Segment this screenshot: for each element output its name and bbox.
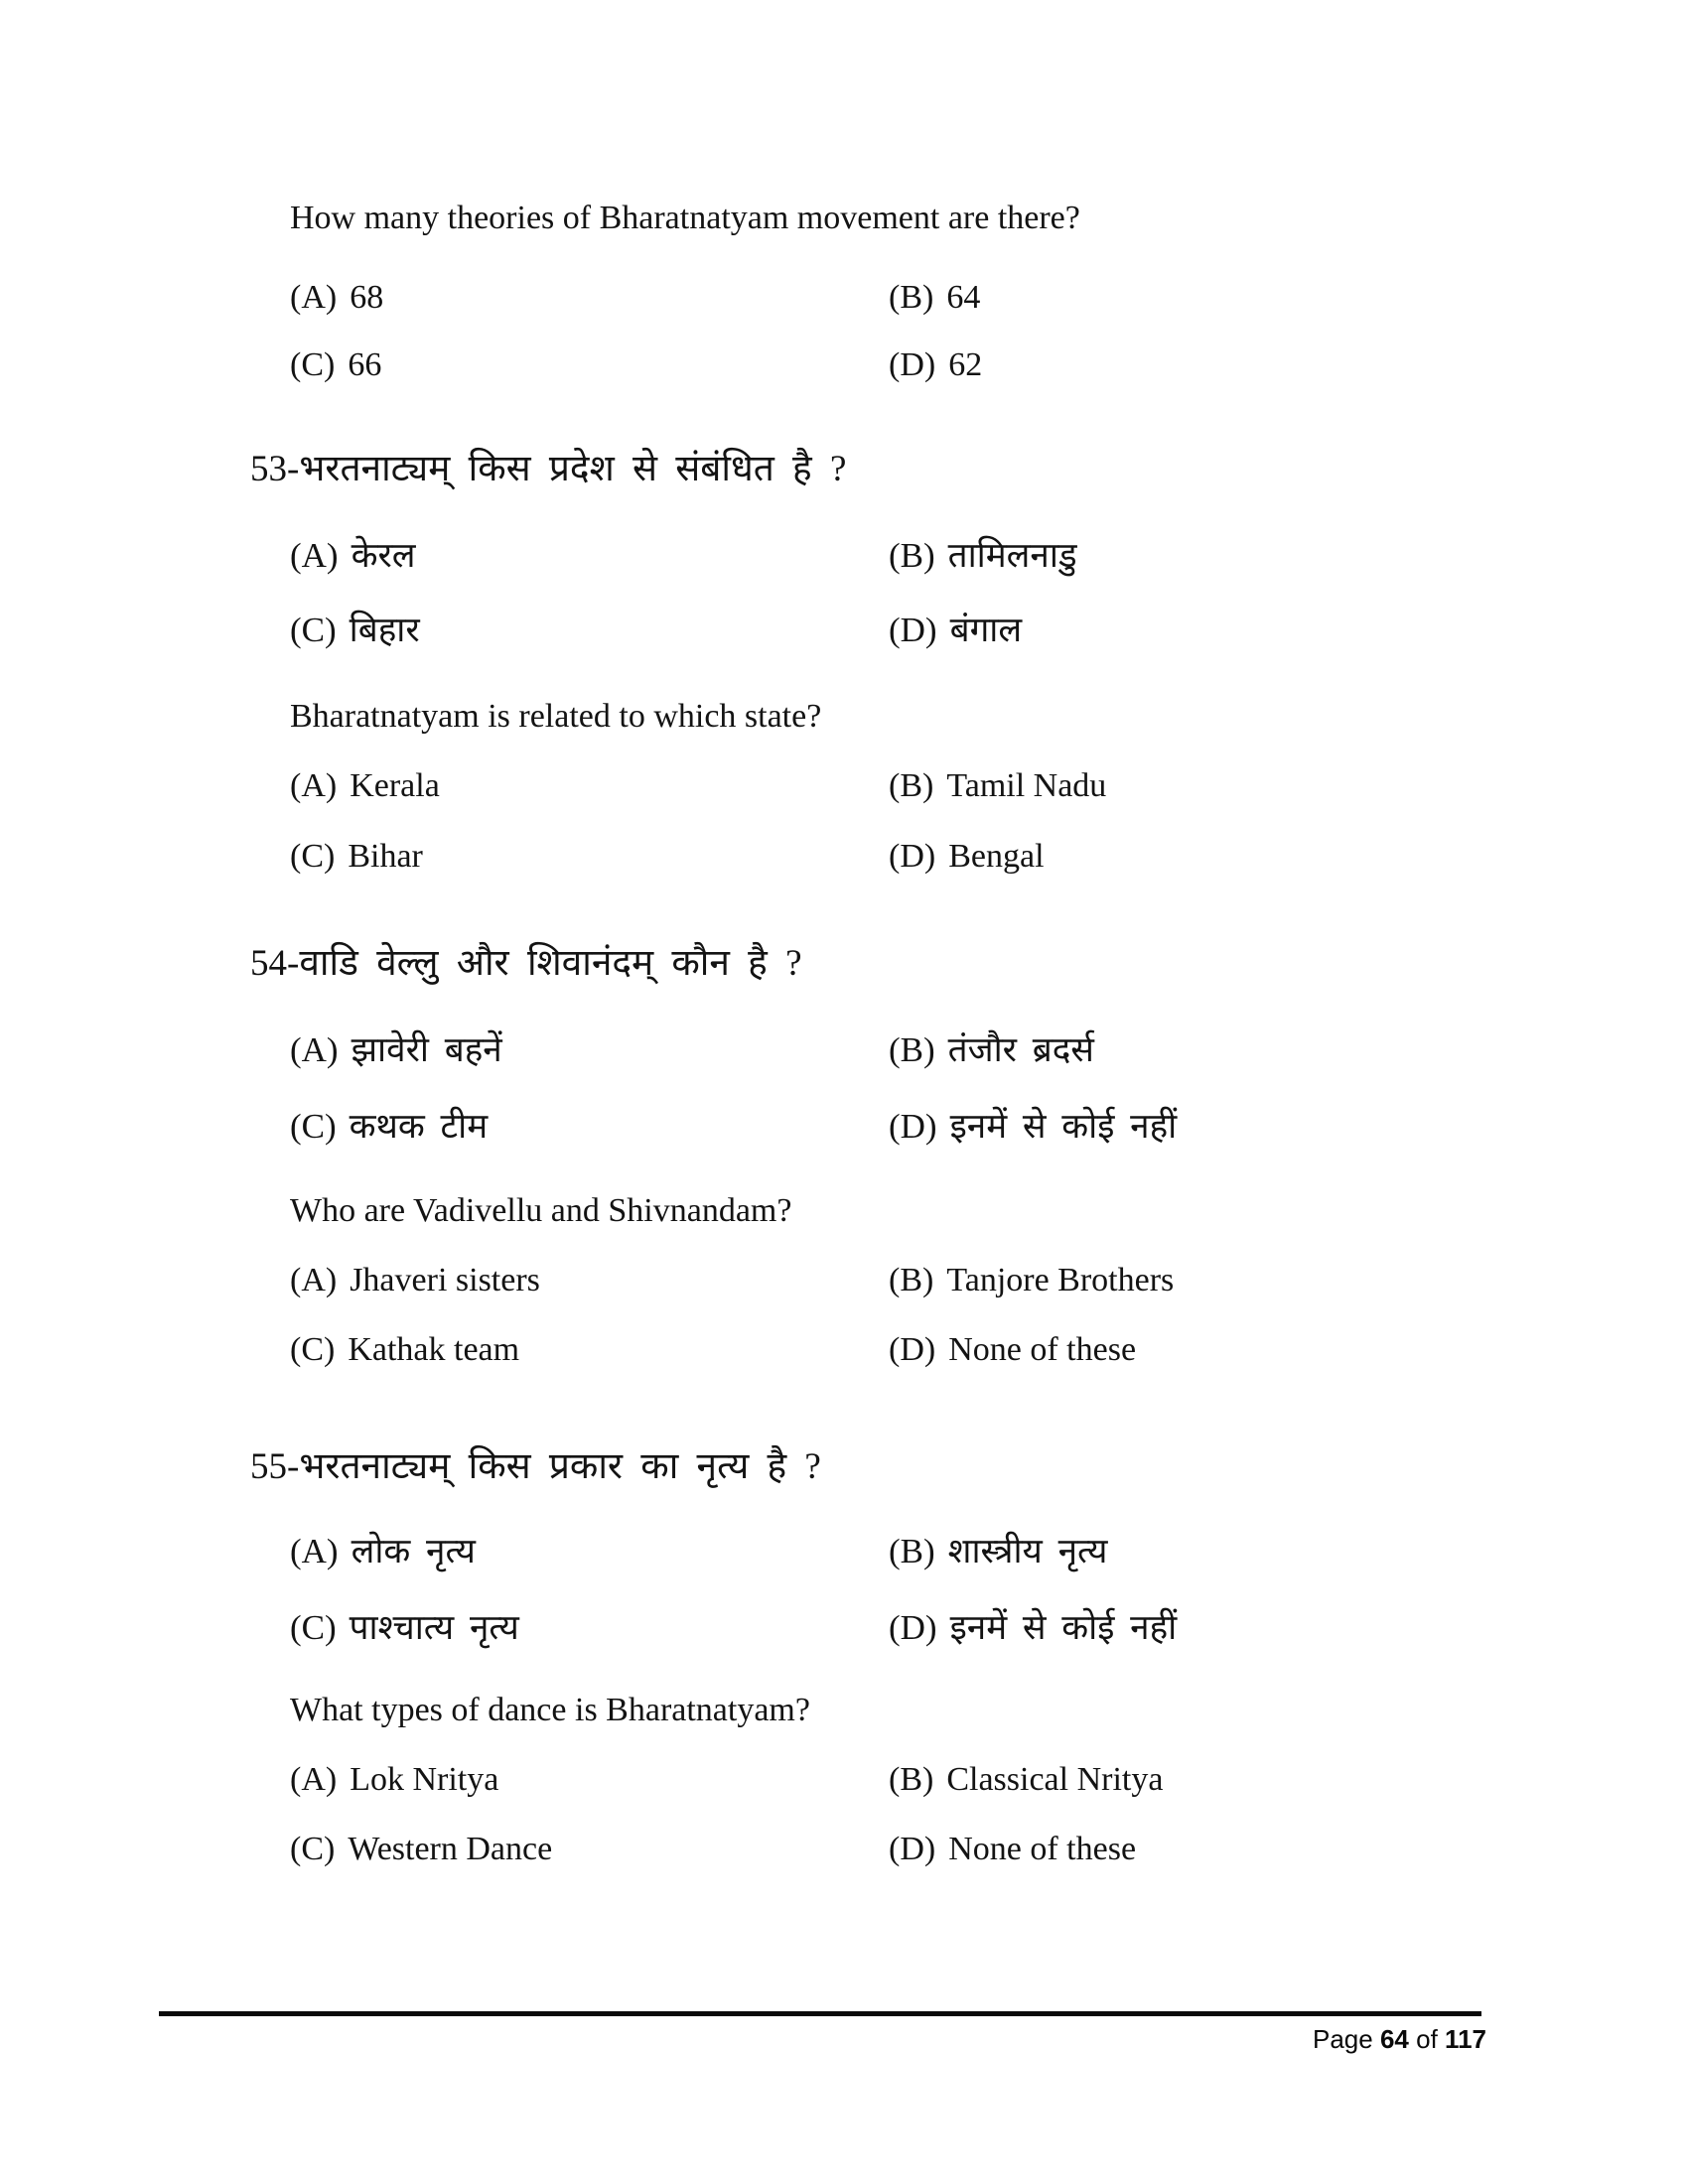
option-text: None of these xyxy=(948,1331,1137,1368)
option-key: (C) xyxy=(290,1107,337,1146)
option-d xyxy=(889,837,1045,876)
option-text: कथक टीम xyxy=(349,1107,489,1146)
option-b xyxy=(889,1030,1094,1070)
option-key: (C) xyxy=(290,1331,336,1368)
option-a xyxy=(290,766,440,805)
option-a xyxy=(290,1532,476,1571)
option-key: (A) xyxy=(290,1262,338,1298)
option-d xyxy=(889,611,1022,650)
option-text: Jhaveri sisters xyxy=(350,1262,540,1298)
option-text: इनमें से कोई नहीं xyxy=(949,1107,1178,1146)
option-text: शास्त्रीय नृत्य xyxy=(947,1532,1108,1570)
option-text: Classical Nritya xyxy=(946,1761,1164,1798)
option-key: (A) xyxy=(290,1761,338,1798)
option-key: (B) xyxy=(889,1532,935,1570)
option-key: (C) xyxy=(290,611,337,649)
option-text: केरल xyxy=(351,536,416,575)
option-b xyxy=(889,1261,1174,1299)
option-text: 66 xyxy=(348,346,382,383)
option-d xyxy=(889,345,982,384)
option-key: (D) xyxy=(889,1107,937,1146)
option-b xyxy=(889,536,1077,576)
option-key: (A) xyxy=(290,767,338,804)
option-text: 64 xyxy=(946,279,981,316)
option-text: Kerala xyxy=(350,767,440,804)
option-key: (D) xyxy=(889,1831,936,1867)
option-text: इनमें से कोई नहीं xyxy=(949,1608,1178,1647)
question-number: 54- xyxy=(250,943,300,984)
option-b xyxy=(889,1532,1107,1571)
footer-page-number: 64 xyxy=(1379,2024,1409,2054)
option-d xyxy=(889,1608,1177,1648)
option-text: बिहार xyxy=(349,611,420,649)
option-b xyxy=(889,766,1106,805)
question-54-english: Who are Vadivellu and Shivnandam? xyxy=(290,1192,792,1229)
option-text: बंगाल xyxy=(949,611,1023,649)
option-key: (C) xyxy=(290,1608,337,1647)
option-text: लोक नृत्य xyxy=(351,1532,476,1570)
question-55-hindi xyxy=(250,1446,821,1489)
footer-divider-rule xyxy=(159,2011,1481,2016)
option-text: तंजौर ब्रदर्स xyxy=(947,1030,1094,1069)
option-c xyxy=(290,1107,488,1147)
footer-page-label: Page xyxy=(1313,2024,1373,2054)
option-b xyxy=(889,1760,1163,1799)
question-53-english: Bharatnatyam is related to which state? xyxy=(290,698,822,735)
option-text: Kathak team xyxy=(348,1331,520,1368)
footer-of-label: of xyxy=(1416,2024,1438,2054)
question-55-english: What types of dance is Bharatnatyam? xyxy=(290,1692,810,1728)
option-key: (A) xyxy=(290,279,338,316)
option-key: (D) xyxy=(889,1331,936,1368)
option-text: Bengal xyxy=(948,838,1045,875)
option-key: (A) xyxy=(290,1030,339,1069)
option-a xyxy=(290,536,416,576)
option-key: (B) xyxy=(889,1030,935,1069)
option-c xyxy=(290,1608,519,1648)
option-text: Tamil Nadu xyxy=(946,767,1107,804)
option-text: Lok Nritya xyxy=(350,1761,499,1798)
option-c xyxy=(290,837,423,876)
footer-total-pages: 117 xyxy=(1445,2024,1486,2054)
option-key: (B) xyxy=(889,279,934,316)
option-a xyxy=(290,278,383,317)
option-a xyxy=(290,1760,498,1799)
option-text: None of these xyxy=(948,1831,1137,1867)
option-key: (D) xyxy=(889,838,936,875)
option-key: (A) xyxy=(290,1532,339,1570)
option-d xyxy=(889,1107,1177,1147)
option-key: (C) xyxy=(290,838,336,875)
option-key: (B) xyxy=(889,536,935,575)
question-text: भरतनाट्यम् किस प्रकार का नृत्य है ? xyxy=(299,1446,821,1487)
option-c xyxy=(290,345,381,384)
question-number: 53- xyxy=(250,449,300,489)
option-c xyxy=(290,1830,552,1868)
option-text: 68 xyxy=(350,279,384,316)
option-a xyxy=(290,1030,502,1070)
option-d xyxy=(889,1830,1136,1868)
option-key: (B) xyxy=(889,767,934,804)
option-key: (B) xyxy=(889,1262,934,1298)
option-key: (B) xyxy=(889,1761,934,1798)
question-text: वाडि वेल्लु और शिवानंदम् कौन है ? xyxy=(299,943,802,984)
option-key: (C) xyxy=(290,1831,336,1867)
option-text: 62 xyxy=(948,346,983,383)
footer-page-indicator xyxy=(1313,2024,1486,2055)
option-key: (A) xyxy=(290,536,339,575)
option-c xyxy=(290,611,420,650)
option-c xyxy=(290,1330,519,1369)
option-d xyxy=(889,1330,1136,1369)
option-text: तामिलनाडु xyxy=(947,536,1077,575)
option-key: (D) xyxy=(889,1608,937,1647)
question-number: 55- xyxy=(250,1446,300,1487)
option-key: (D) xyxy=(889,611,937,649)
question-text: How many theories of Bharatnatyam movement are there? xyxy=(290,200,1080,236)
option-text: Bihar xyxy=(348,838,423,875)
option-text: पाश्चात्य नृत्य xyxy=(349,1608,519,1647)
question-54-hindi xyxy=(250,943,802,986)
option-key: (C) xyxy=(290,346,336,383)
option-text: झावेरी बहनें xyxy=(351,1030,502,1069)
question-text: भरतनाट्यम् किस प्रदेश से संबंधित है ? xyxy=(299,449,847,489)
option-b xyxy=(889,278,980,317)
question-53-hindi xyxy=(250,449,846,491)
option-text: Western Dance xyxy=(348,1831,553,1867)
option-text: Tanjore Brothers xyxy=(946,1262,1175,1298)
option-key: (D) xyxy=(889,346,936,383)
option-a xyxy=(290,1261,540,1299)
